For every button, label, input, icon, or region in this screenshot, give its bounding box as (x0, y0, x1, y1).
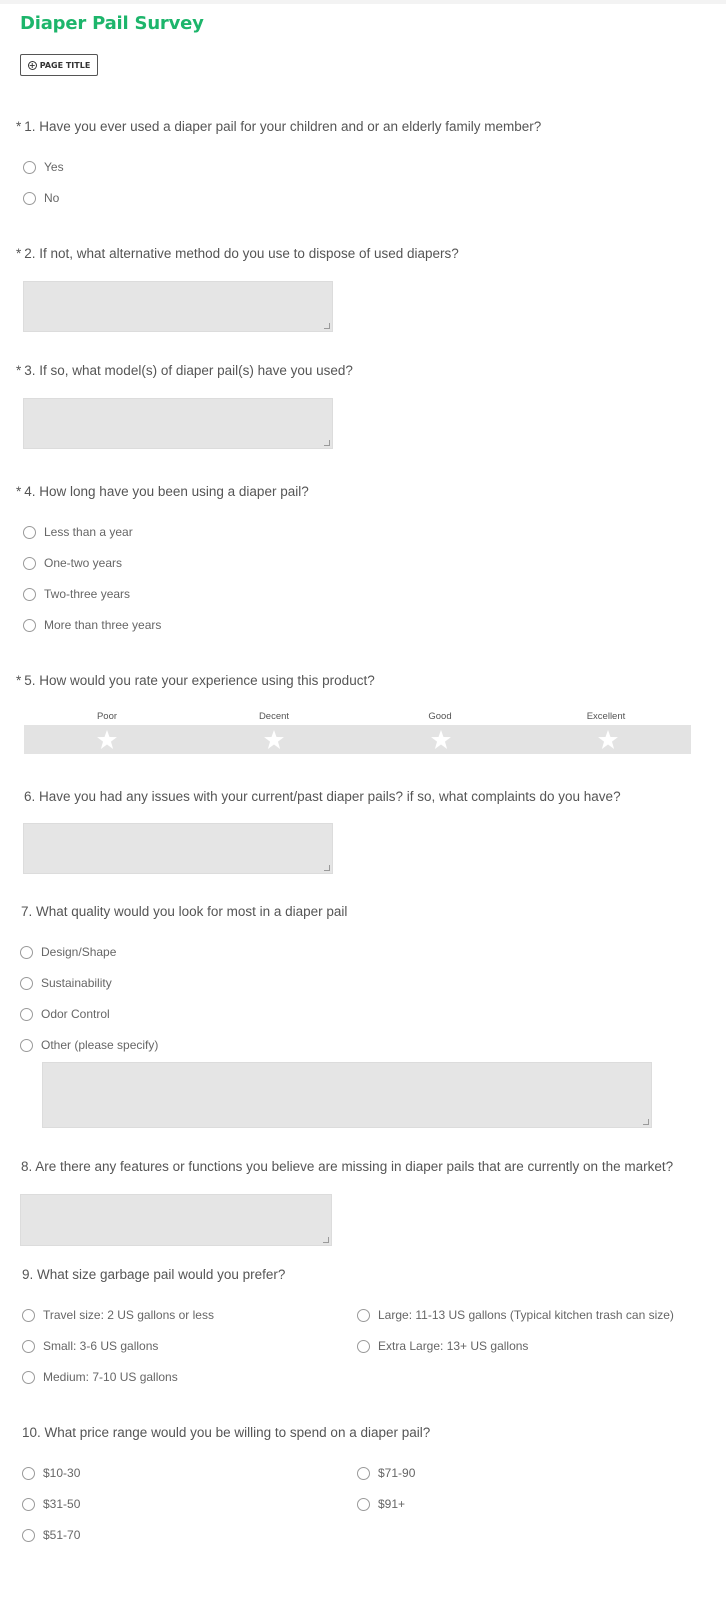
rating-star-excellent[interactable] (524, 725, 691, 754)
q4-option-one-two-years[interactable] (23, 556, 122, 570)
question-9: 9. What size garbage pail would you prefer? (22, 1267, 286, 1282)
q7-option-odor-control[interactable] (20, 1007, 110, 1021)
option-label: $10-30 (43, 1466, 81, 1480)
option-label: Less than a year (44, 525, 133, 539)
radio-button[interactable] (357, 1498, 370, 1511)
rating-star-good[interactable] (358, 725, 525, 754)
survey-title: Diaper Pail Survey (20, 13, 204, 34)
rating-star-decent[interactable] (191, 725, 358, 754)
radio-button[interactable] (20, 977, 33, 990)
star-icon (264, 730, 284, 749)
required-marker: * (16, 363, 22, 378)
plus-circle-icon: + (28, 60, 36, 70)
q7-other-textarea[interactable] (42, 1062, 652, 1128)
q2-answer-textarea[interactable] (23, 281, 333, 332)
question-10: 10. What price range would you be willing to spend on a diaper pail? (22, 1425, 431, 1440)
required-marker: * (16, 246, 22, 261)
option-label: Yes (44, 160, 64, 174)
option-label: $71-90 (378, 1466, 416, 1480)
radio-button[interactable] (357, 1467, 370, 1480)
question-7: 7. What quality would you look for most in a diaper pail (21, 904, 348, 919)
option-label: $91+ (378, 1497, 406, 1511)
option-label: More than three years (44, 618, 162, 632)
option-label: Travel size: 2 US gallons or less (43, 1308, 214, 1322)
q7-option-sustainability[interactable] (20, 976, 112, 990)
q6-answer-textarea[interactable] (23, 823, 333, 874)
radio-button[interactable] (357, 1309, 370, 1322)
q9-option-travel-size[interactable] (22, 1308, 214, 1322)
q4-option-less-than-year[interactable] (23, 525, 133, 539)
radio-button[interactable] (22, 1340, 35, 1353)
question-5 (16, 673, 375, 688)
radio-button[interactable] (20, 1008, 33, 1021)
q7-option-design-shape[interactable] (20, 945, 116, 959)
radio-button[interactable] (22, 1371, 35, 1384)
required-marker: * (16, 119, 22, 134)
q1-option-yes[interactable] (23, 160, 64, 174)
question-8: 8. Are there any features or functions you believe are missing in diaper pails that are currently on the market? (21, 1159, 674, 1174)
option-label: One-two years (44, 556, 123, 570)
rating-scale (24, 725, 691, 754)
q9-option-extra-large[interactable] (357, 1339, 528, 1353)
radio-button[interactable] (23, 557, 36, 570)
option-label: $31-50 (43, 1497, 81, 1511)
question-3 (16, 363, 353, 378)
required-marker: * (16, 484, 22, 499)
question-2 (16, 246, 459, 261)
q4-option-more-than-three[interactable] (23, 618, 161, 632)
q10-option-71-90[interactable] (357, 1466, 415, 1480)
option-label: Other (please specify) (41, 1038, 159, 1052)
radio-button[interactable] (22, 1498, 35, 1511)
q9-option-small[interactable] (22, 1339, 158, 1353)
radio-button[interactable] (23, 161, 36, 174)
option-label: Large: 11-13 US gallons (Typical kitchen trash can size) (378, 1308, 674, 1322)
option-label: Small: 3-6 US gallons (43, 1339, 159, 1353)
q10-option-51-70[interactable] (22, 1528, 80, 1542)
radio-button[interactable] (20, 1039, 33, 1052)
q10-option-31-50[interactable] (22, 1497, 80, 1511)
radio-button[interactable] (23, 619, 36, 632)
q9-option-large[interactable] (357, 1308, 674, 1322)
option-label: No (44, 191, 60, 205)
radio-button[interactable] (22, 1467, 35, 1480)
option-label: Two-three years (44, 587, 131, 601)
question-3-text: 3. If so, what model(s) of diaper pail(s) have you used? (24, 363, 353, 378)
radio-button[interactable] (20, 946, 33, 959)
top-divider (0, 0, 726, 4)
rating-label-poor: Poor (96, 711, 118, 722)
page-title-button[interactable] (20, 54, 98, 76)
question-5-text: 5. How would you rate your experience using this product? (24, 673, 375, 688)
question-4-text: 4. How long have you been using a diaper pail? (24, 484, 309, 499)
option-label: $51-70 (43, 1528, 81, 1542)
q8-answer-textarea[interactable] (20, 1194, 332, 1246)
q1-option-no[interactable] (23, 191, 59, 205)
q3-answer-textarea[interactable] (23, 398, 333, 449)
q10-option-10-30[interactable] (22, 1466, 80, 1480)
required-marker: * (16, 673, 22, 688)
radio-button[interactable] (22, 1309, 35, 1322)
radio-button[interactable] (357, 1340, 370, 1353)
question-4 (16, 484, 309, 499)
question-1-text: 1. Have you ever used a diaper pail for your children and or an elderly family member? (24, 119, 542, 134)
option-label: Medium: 7-10 US gallons (43, 1370, 178, 1384)
q10-option-91-plus[interactable] (357, 1497, 405, 1511)
option-label: Sustainability (41, 976, 112, 990)
star-icon (598, 730, 618, 749)
option-label: Odor Control (41, 1007, 110, 1021)
rating-label-excellent: Excellent (586, 711, 626, 722)
rating-label-decent: Decent (258, 711, 290, 722)
page-title-button-label: PAGE TITLE (39, 60, 91, 70)
radio-button[interactable] (23, 192, 36, 205)
radio-button[interactable] (22, 1529, 35, 1542)
star-icon (97, 730, 117, 749)
question-1 (16, 119, 541, 134)
q4-option-two-three-years[interactable] (23, 587, 130, 601)
radio-button[interactable] (23, 526, 36, 539)
question-2-text: 2. If not, what alternative method do you use to dispose of used diapers? (24, 246, 459, 261)
question-6: 6. Have you had any issues with your current/past diaper pails? if so, what complaints do you have? (24, 789, 621, 804)
rating-label-good: Good (428, 711, 452, 722)
option-label: Extra Large: 13+ US gallons (378, 1339, 529, 1353)
rating-star-poor[interactable] (24, 725, 191, 754)
q7-option-other[interactable] (20, 1038, 158, 1052)
q9-option-medium[interactable] (22, 1370, 178, 1384)
option-label: Design/Shape (41, 945, 117, 959)
star-icon (431, 730, 451, 749)
radio-button[interactable] (23, 588, 36, 601)
